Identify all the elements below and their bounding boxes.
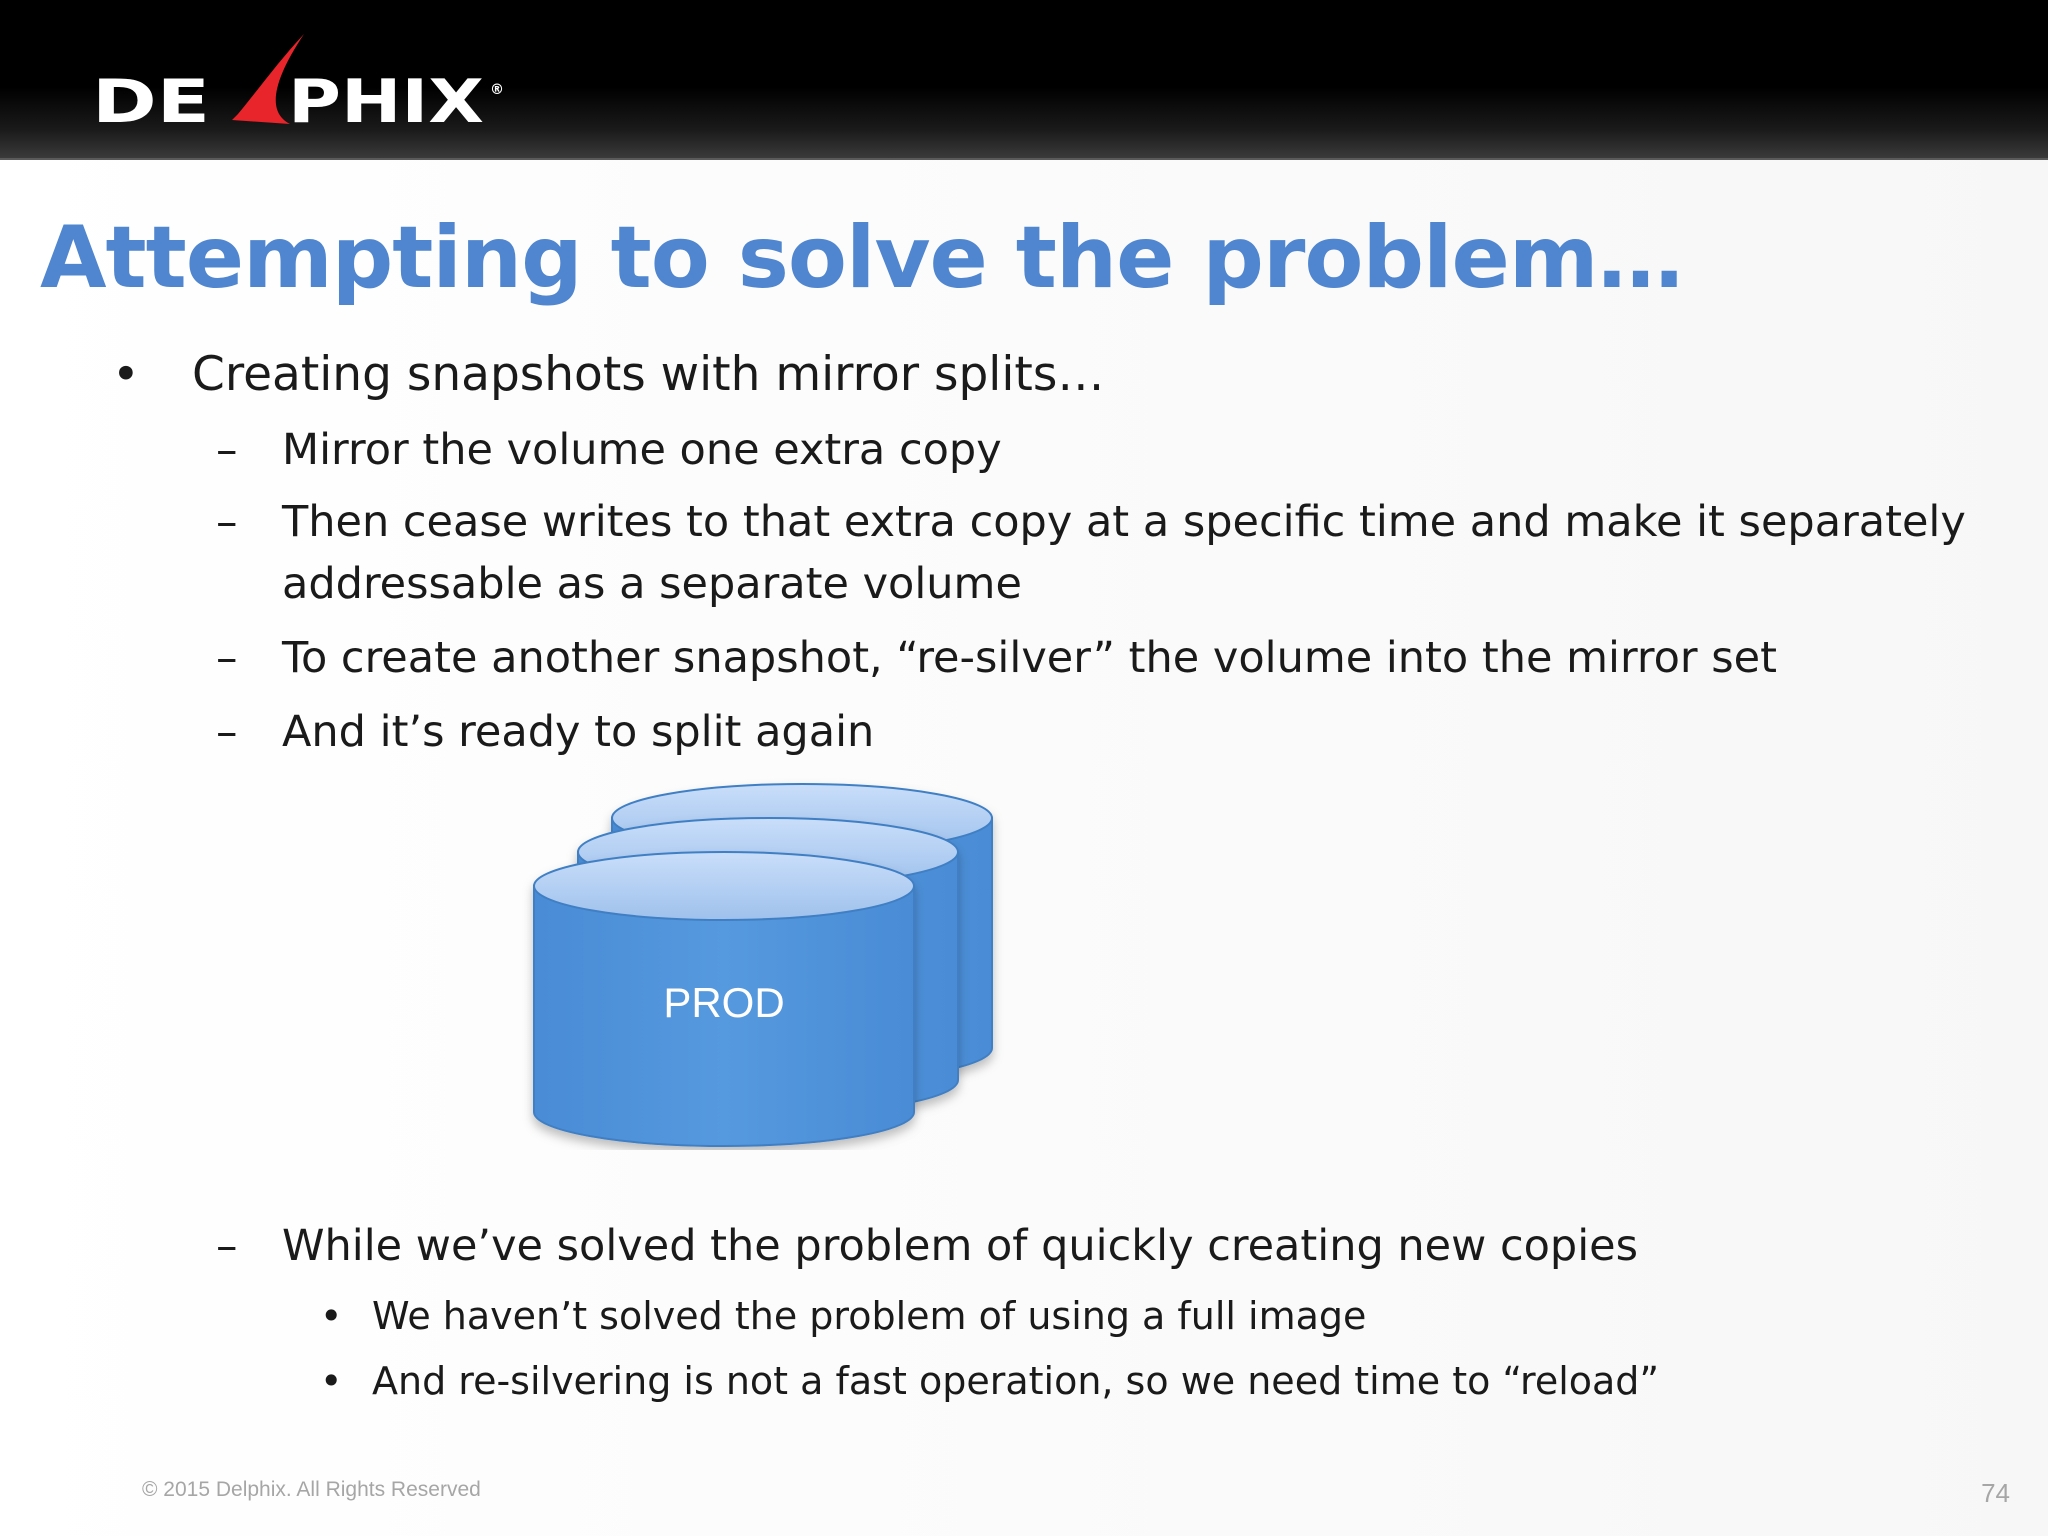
dash-marker: – [216, 497, 238, 547]
bullet-marker: • [320, 1359, 343, 1403]
dash-marker: – [216, 633, 238, 683]
bullet-marker: • [112, 347, 140, 402]
dash-marker: – [216, 707, 238, 757]
bullet-marker: • [320, 1294, 343, 1338]
sub-item-solved-copies: While we’ve solved the problem of quickly creating new copies [282, 1221, 1639, 1271]
header-bar [0, 0, 2048, 160]
prod-label: PROD [663, 979, 785, 1026]
slide-title: Attempting to solve the problem… [40, 208, 1683, 308]
sub-item-cease-writes: Then cease writes to that extra copy at a specific time and make it separately [282, 497, 1966, 547]
logo-text-right: PHIX [288, 67, 484, 137]
sub-sub-item-full-image: We haven’t solved the problem of using a full image [372, 1294, 1367, 1338]
dash-marker: – [216, 425, 238, 475]
bullet-item-snapshots: Creating snapshots with mirror splits… [192, 347, 1105, 402]
logo-text-left: DE [92, 67, 210, 137]
page-number: 74 [1981, 1478, 2010, 1508]
copyright-footer: © 2015 Delphix. All Rights Reserved [142, 1478, 481, 1501]
delphix-logo [92, 28, 512, 140]
logo-registered-mark: ® [490, 82, 504, 98]
sub-item-resilver: To create another snapshot, “re-silver” the volume into the mirror set [282, 633, 1777, 683]
prod-database-stack-diagram [520, 770, 1020, 1150]
sub-item-split-again: And it’s ready to split again [282, 707, 875, 757]
dash-marker: – [216, 1221, 238, 1271]
sub-item-mirror-volume: Mirror the volume one extra copy [282, 425, 1002, 475]
sub-item-cease-writes-continuation: addressable as a separate volume [282, 559, 1022, 609]
sub-sub-item-reload: And re-silvering is not a fast operation, so we need time to “reload” [372, 1359, 1660, 1403]
